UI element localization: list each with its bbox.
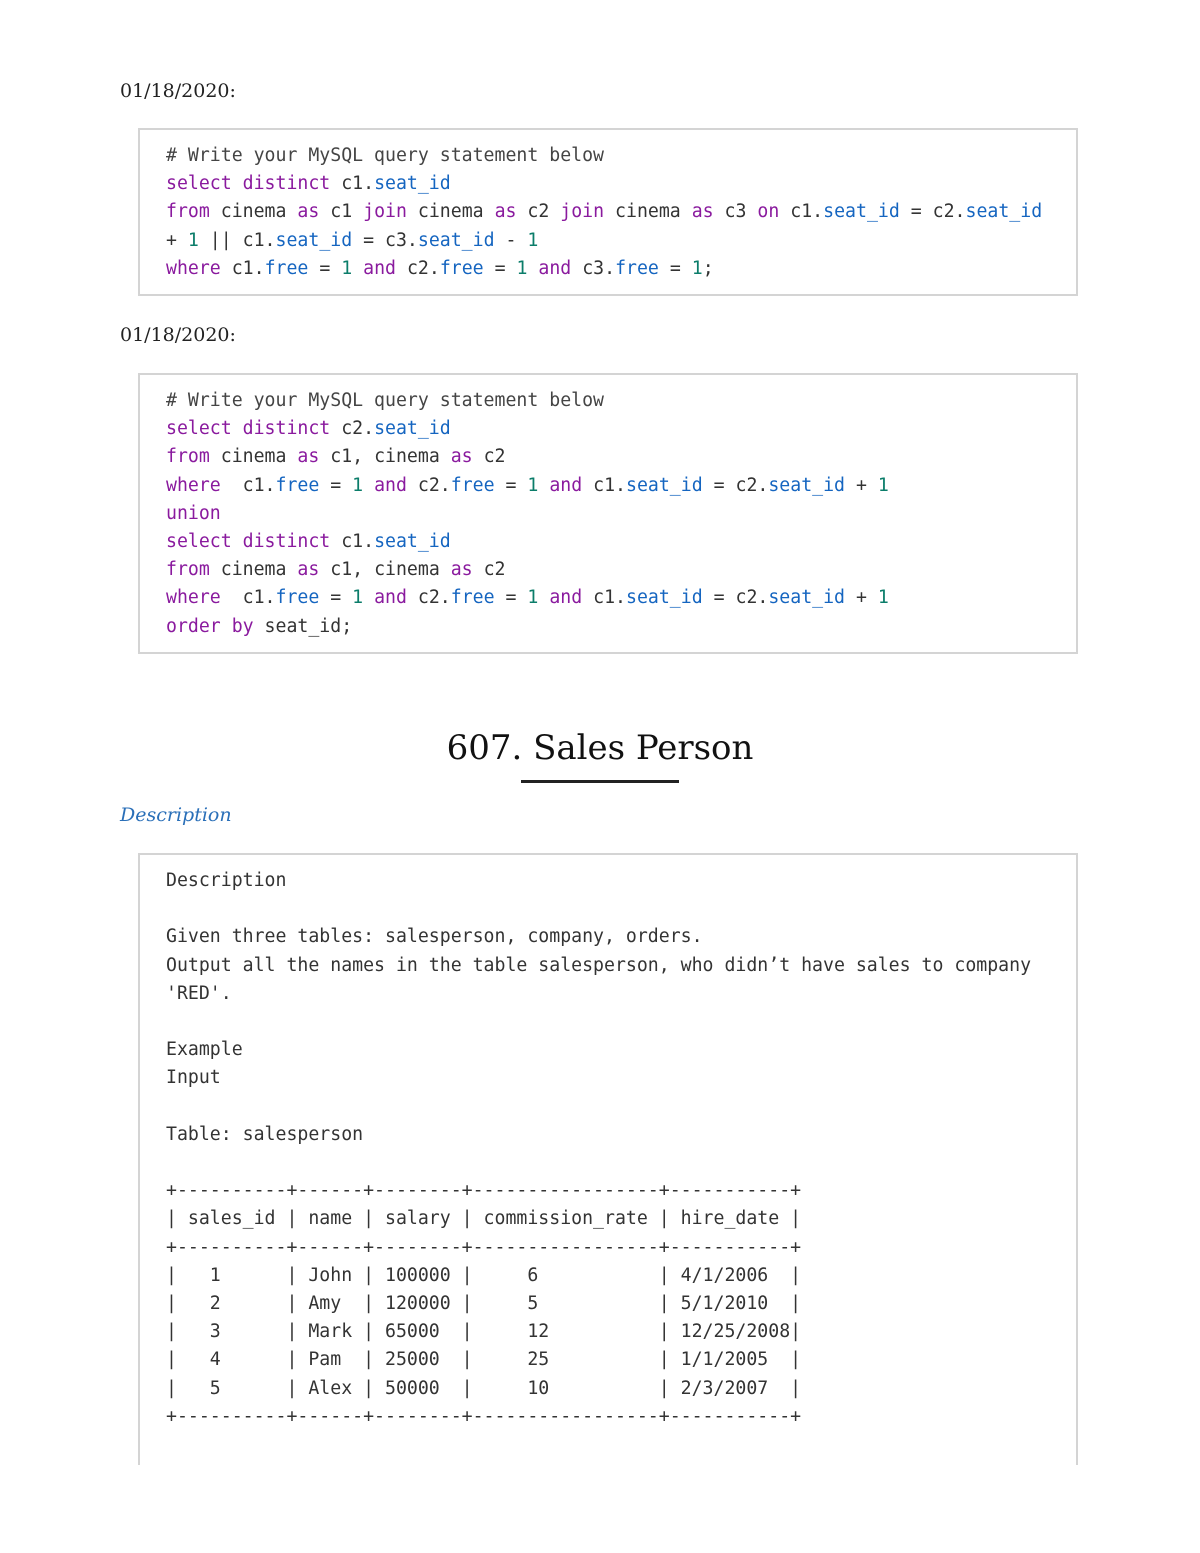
code-line: from cinema as c1 join cinema as c2 join cinema as c3 on c1.seat_id = c2.seat_id [166, 201, 1043, 223]
code-line: order by seat_id; [166, 615, 353, 637]
description-line: | 3 | Mark | 65000 | 12 | 12/25/2008| [166, 1321, 802, 1343]
description-line: +----------+------+--------+-----------------+-----------+ [166, 1405, 802, 1427]
code-line: select distinct c1.seat_id [166, 173, 451, 195]
code-block-solution-1 [138, 128, 1078, 296]
description-block [138, 853, 1078, 1465]
description-line: Table: salesperson [166, 1123, 364, 1145]
code-line: + 1 || c1.seat_id = c3.seat_id - 1 [166, 229, 539, 251]
title-underline [521, 780, 679, 783]
description-line: Given three tables: salesperson, company, orders. [166, 926, 703, 948]
description-link[interactable]: Description [120, 804, 232, 826]
description-text [166, 867, 1076, 1431]
code-line: # Write your MySQL query statement below [166, 145, 604, 166]
problem-title: 607. Sales Person [446, 728, 754, 768]
code-line: select distinct c2.seat_id [166, 418, 451, 440]
description-line: Output all the names in the table salesperson, who didn’t have sales to company [166, 954, 1032, 976]
code-line: from cinema as c1, cinema as c2 [166, 559, 506, 581]
description-line [166, 895, 1076, 923]
entry-date: 01/18/2020: [120, 324, 236, 346]
code-line: # Write your MySQL query statement below [166, 390, 604, 411]
description-line: 'RED'. [166, 982, 232, 1004]
description-line: | 2 | Amy | 120000 | 5 | 5/1/2010 | [166, 1292, 802, 1314]
description-line: +----------+------+--------+-----------------+-----------+ [166, 1180, 802, 1202]
description-line: Example [166, 1039, 243, 1061]
code-line: union [166, 502, 221, 524]
code-line: where c1.free = 1 and c2.free = 1 and c1.seat_id = c2.seat_id + 1 [166, 474, 889, 496]
code-text [166, 142, 1076, 283]
description-line [166, 1093, 1076, 1121]
code-block-solution-2 [138, 373, 1078, 654]
entry-date: 01/18/2020: [120, 80, 236, 102]
code-line: where c1.free = 1 and c2.free = 1 and c1.seat_id = c2.seat_id + 1 [166, 587, 889, 609]
description-line: | sales_id | name | salary | commission_rate | hire_date | [166, 1208, 802, 1230]
description-line: +----------+------+--------+-----------------+-----------+ [166, 1236, 802, 1258]
code-text [166, 387, 1076, 641]
description-line [166, 1008, 1076, 1036]
description-line: Description [166, 870, 287, 891]
description-line: Input [166, 1067, 221, 1089]
description-line: | 5 | Alex | 50000 | 10 | 2/3/2007 | [166, 1377, 802, 1399]
description-line: | 4 | Pam | 25000 | 25 | 1/1/2005 | [166, 1349, 802, 1371]
code-line: select distinct c1.seat_id [166, 531, 451, 553]
description-line [166, 1149, 1076, 1177]
code-line: from cinema as c1, cinema as c2 [166, 446, 506, 468]
code-line: where c1.free = 1 and c2.free = 1 and c3.free = 1; [166, 257, 714, 279]
description-line: | 1 | John | 100000 | 6 | 4/1/2006 | [166, 1264, 802, 1286]
